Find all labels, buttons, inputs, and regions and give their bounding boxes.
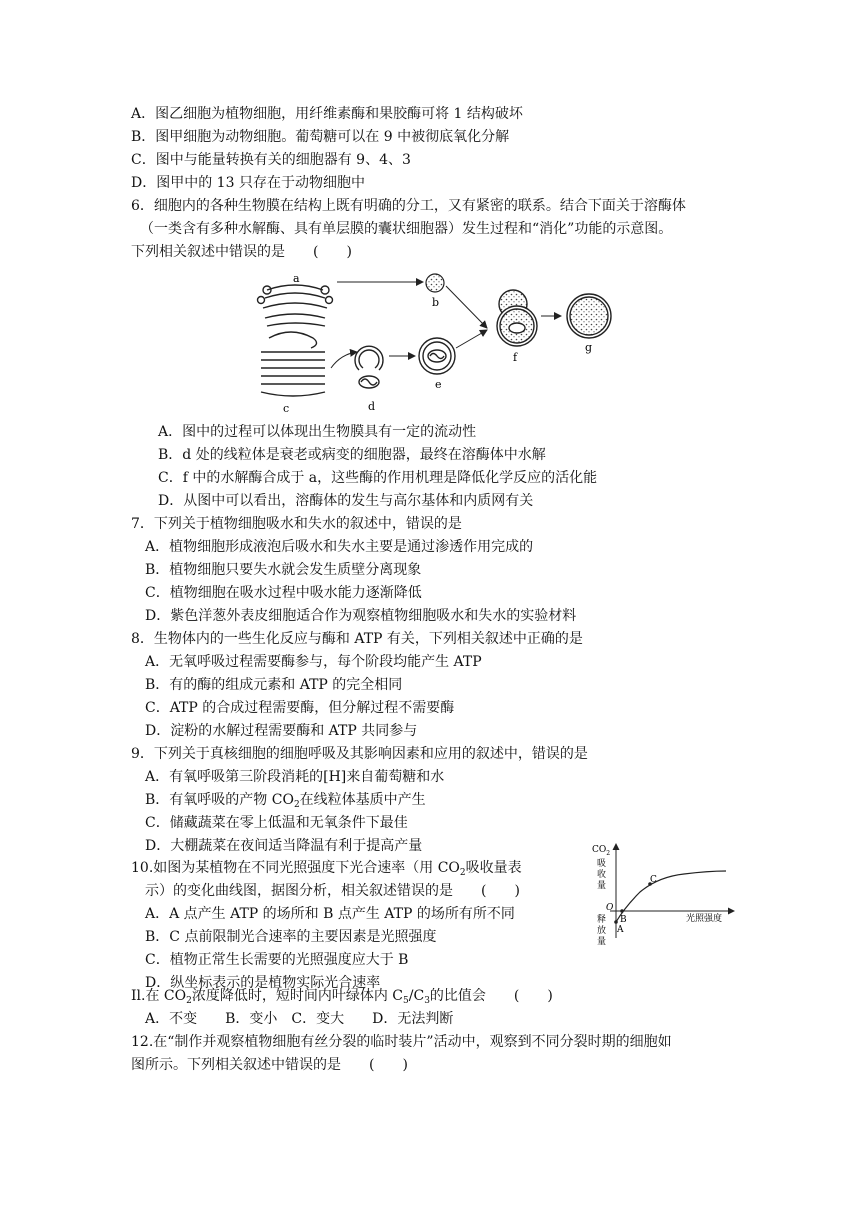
figure-label-c: c (283, 402, 290, 415)
q9-option-c: C．储藏蔬菜在零上低温和无氧条件下最佳 (145, 815, 408, 831)
q6-stem-line2: （一类含有多种水解酶、具有单层膜的囊状细胞器）发生过程和“消化”功能的示意图。 (140, 221, 673, 237)
q6-option-b: B．d 处的线粒体是衰老或病变的细胞器，最终在溶酶体中水解 (158, 447, 546, 463)
q6-stem-line3: 下列相关叙述中错误的是 ( ) (131, 244, 352, 260)
q6-option-a: A．图中的过程可以体现出生物膜具有一定的流动性 (158, 424, 477, 440)
q5-option-b: B．图甲细胞为动物细胞。葡萄糖可以在 9 中被彻底氧化分解 (131, 129, 510, 145)
er-c (261, 332, 325, 396)
q9-option-d: D．大棚蔬菜在夜间适当降温有利于提高产量 (145, 838, 423, 854)
origin-label: O (606, 903, 614, 913)
q6-stem-line1: 6．细胞内的各种生物膜在结构上既有明确的分工，又有紧密的联系。结合下面关于溶酶体 (131, 198, 686, 214)
q7-option-c: C．植物细胞在吸水过程中吸水能力逐渐降低 (145, 585, 422, 601)
q5-option-d: D．图甲中的 13 只存在于动物细胞中 (131, 175, 365, 191)
point-b (620, 909, 624, 913)
q7-option-a: A．植物细胞形成液泡后吸水和失水主要是通过渗透作用完成的 (145, 539, 534, 555)
figure-label-b: b (432, 296, 440, 309)
q10-option-b: B．C 点前限制光合速率的主要因素是光照强度 (145, 929, 437, 945)
q5-option-a: A．图乙细胞为植物细胞，用纤维素酶和果胶酶可将 1 结构破坏 (131, 106, 523, 122)
q11-options: A．不变 B．变小 C．变大 D．无法判断 (145, 1011, 454, 1027)
figure-label-g: g (585, 341, 593, 354)
point-a-label: A (617, 925, 624, 935)
q9-option-a: A．有氧呼吸第三阶段消耗的[H]来自葡萄糖和水 (145, 769, 445, 785)
figure-label-e: e (435, 378, 442, 391)
q5-option-c: C．图中与能量转换有关的细胞器有 9、4、3 (131, 152, 411, 168)
q9-option-b: B．有氧呼吸的产物 $CO_2$在线粒体基质中产生 (145, 792, 426, 810)
y-label-absorb-3: 量 (597, 881, 607, 891)
y-label-absorb-2: 收 (597, 870, 607, 880)
figure-label-d: d (368, 400, 376, 413)
q10-option-d: D．纵坐标表示的是植物实际光合速率 (145, 975, 381, 991)
point-b-label: B (620, 915, 627, 925)
point-c-label: C (650, 875, 657, 885)
q7-option-d: D．紫色洋葱外表皮细胞适合作为观察植物细胞吸水和失水的实验材料 (145, 608, 577, 624)
q6-option-c: C．f 中的水解酶合成于 a，这些酶的作用机理是降低化学反应的活化能 (158, 470, 598, 486)
vesicle-b (426, 274, 444, 292)
q7-option-b: B．植物细胞只要失水就会发生质壁分离现象 (145, 562, 422, 578)
point-a (614, 920, 618, 924)
q12-stem-line2: 图所示。下列相关叙述中错误的是 ( ) (131, 1057, 408, 1073)
q8-option-b: B．有的酶的组成元素和 ATP 的完全相同 (145, 677, 403, 693)
q9-stem: 9．下列关于真核细胞的细胞呼吸及其影响因素和应用的叙述中，错误的是 (131, 746, 588, 762)
q12-stem-line1: 12.在“制作并观察植物细胞有丝分裂的临时装片”活动中，观察到不同分裂时期的细胞如 (131, 1034, 672, 1050)
q8-option-c: C．ATP 的合成过程需要酶，但分解过程不需要酶 (145, 700, 455, 716)
q8-option-d: D．淀粉的水解过程需要酶和 ATP 共同参与 (145, 723, 418, 739)
golgi-a (258, 285, 333, 326)
figure-label-f: f (513, 351, 518, 364)
q8-option-a: A．无氧呼吸过程需要酶参与，每个阶段均能产生 ATP (145, 654, 482, 670)
q8-stem: 8．生物体内的一些生化反应与酶和 ATP 有关，下列相关叙述中正确的是 (131, 631, 583, 647)
lysosome-figure (255, 268, 625, 416)
q10-stem-line2: 示）的变化曲线图，据图分析，相关叙述错误的是 ( ) (145, 883, 520, 899)
fusion-f (497, 290, 537, 346)
x-axis-label: 光照强度 (686, 914, 723, 924)
y-label-release-1: 释 (597, 915, 607, 925)
y-label-absorb-1: 吸 (597, 859, 607, 869)
q11-stem: Il.在 $CO_2$浓度降低时，短时间内叶绿体内 $C_5/C_3$的比值会 ( ) (131, 988, 553, 1006)
q10-stem-line1: 10.如图为某植物在不同光照强度下光合速率（用 $CO_2$吸收量表 (131, 860, 522, 878)
q10-option-c: C．植物正常生长需要的光照强度应大于 B (145, 952, 409, 968)
mitochondrion-d (355, 346, 383, 388)
photosynthesis-graph (588, 838, 738, 953)
lysosome-g (567, 294, 611, 338)
figure-label-a: a (293, 272, 300, 285)
y-label-co2: $CO_2$ (592, 845, 611, 857)
y-label-release-2: 放 (597, 926, 607, 936)
autophagosome-e (419, 338, 455, 374)
q10-option-a: A．A 点产生 ATP 的场所和 B 点产生 ATP 的场所有所不同 (145, 906, 515, 922)
y-label-release-3: 量 (597, 937, 607, 947)
q7-stem: 7．下列关于植物细胞吸水和失水的叙述中，错误的是 (131, 516, 462, 532)
q6-option-d: D．从图中可以看出，溶酶体的发生与高尔基体和内质网有关 (158, 493, 534, 509)
